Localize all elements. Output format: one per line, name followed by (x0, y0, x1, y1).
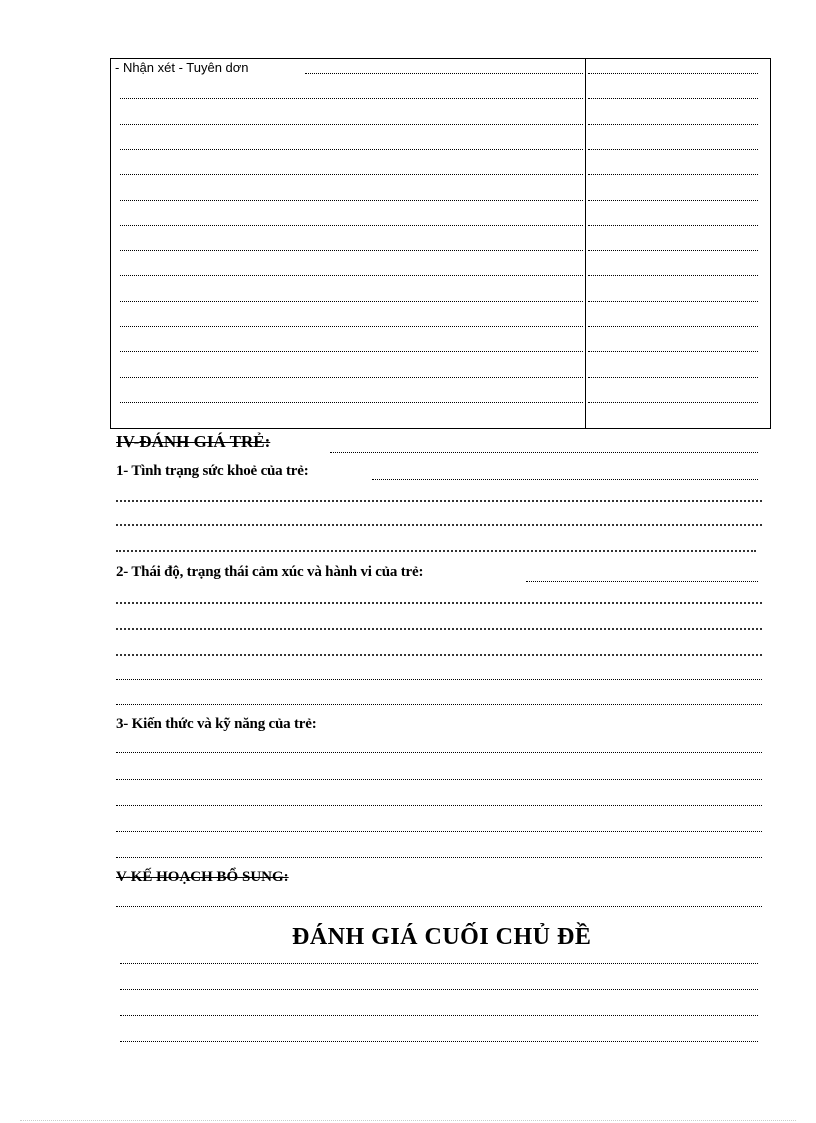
table-left-line (120, 351, 583, 352)
question-health-line (372, 479, 758, 480)
table-left-line (120, 149, 583, 150)
table-right-line (588, 250, 758, 251)
table-left-line (120, 326, 583, 327)
table-left-line (120, 301, 583, 302)
table-first-cell-label: - Nhận xét - Tuyên dơn (115, 60, 249, 75)
question-attitude-label: 2- Thái độ, trạng thái cảm xúc và hành vi của trẻ: (116, 564, 424, 580)
table-right-line (588, 225, 758, 226)
answer-line (120, 989, 758, 990)
table-left-line (120, 98, 583, 99)
table-right-line (588, 124, 758, 125)
table-right-line (588, 174, 758, 175)
table-left-line (120, 200, 583, 201)
table-right-line (588, 73, 758, 74)
answer-line (116, 679, 762, 680)
section-v-heading: V-KẾ HOẠCH BỔ SUNG: (116, 869, 289, 885)
answer-line (120, 1015, 758, 1016)
answer-line (116, 704, 762, 705)
answer-line (116, 779, 762, 780)
table-right-line (588, 149, 758, 150)
answer-line (120, 963, 758, 964)
table-right-line (588, 301, 758, 302)
answer-line (116, 906, 762, 907)
answer-line (116, 831, 762, 832)
answer-line (116, 550, 756, 552)
table-right-line (588, 98, 758, 99)
table-left-line (120, 275, 583, 276)
answer-line (116, 628, 762, 630)
table-right-line (588, 402, 758, 403)
table-right-line (588, 326, 758, 327)
question-health-label: 1- Tình trạng sức khoẻ của trẻ: (116, 463, 309, 479)
page-bottom-border (20, 1120, 796, 1121)
final-review-title: ĐÁNH GIÁ CUỐI CHỦ ĐỀ (292, 924, 592, 950)
table-left-line (120, 402, 583, 403)
section-iv-heading-line (330, 452, 758, 453)
answer-line (116, 654, 762, 656)
answer-line (116, 805, 762, 806)
table-left-line (305, 73, 583, 74)
table-left-line (120, 225, 583, 226)
table-right-line (588, 275, 758, 276)
answer-line (116, 857, 762, 858)
table-left-line (120, 377, 583, 378)
question-knowledge-label: 3- Kiến thức và kỹ năng của trẻ: (116, 716, 317, 732)
table-left-line (120, 174, 583, 175)
table-column-divider (585, 58, 586, 429)
table-right-line (588, 377, 758, 378)
answer-line (116, 500, 762, 502)
table-left-line (120, 124, 583, 125)
answer-line (120, 1041, 758, 1042)
table-right-line (588, 200, 758, 201)
section-iv-heading: IV-ĐÁNH GIÁ TRẺ: (116, 432, 271, 451)
table-left-line (120, 250, 583, 251)
notes-table (110, 58, 771, 429)
answer-line (116, 524, 762, 526)
answer-line (116, 602, 762, 604)
answer-line (116, 752, 762, 753)
table-right-line (588, 351, 758, 352)
question-attitude-line (526, 581, 758, 582)
